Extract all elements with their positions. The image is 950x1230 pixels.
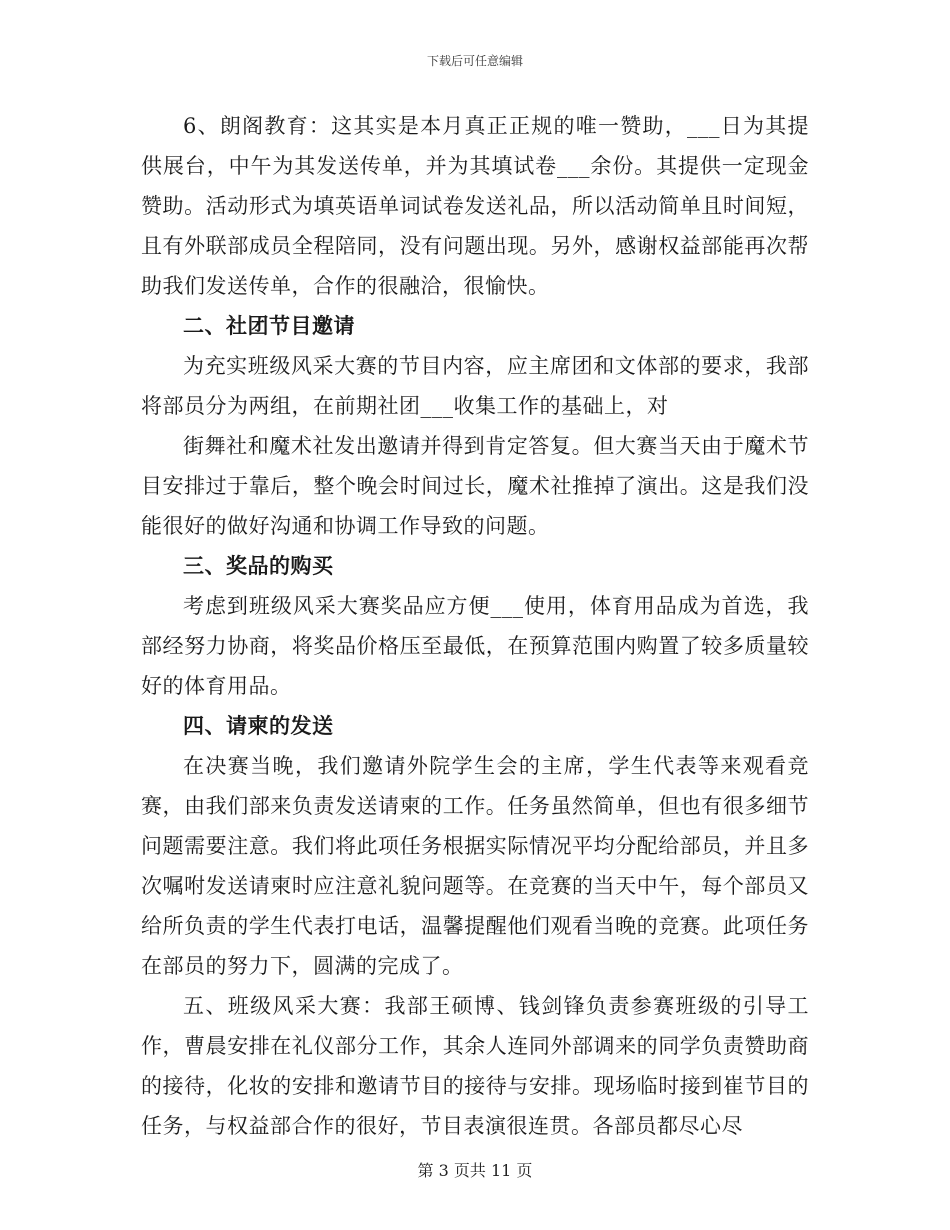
paragraph-class-contest: 五、班级风采大赛：我部王硕博、钱剑锋负责参赛班级的引导工作，曹晨安排在礼仪部分工作，其余人连同外部调来的同学负责赞助商的接待，化妆的安排和邀请节目的接待与安排。现场临时接到崔节目的任务，与权益部合作的很好，节目表演很连贯。各部员都尽心尽	[141, 994, 809, 1138]
page-footer: 第 3 页共 11 页	[417, 1161, 533, 1180]
page-header: 下载后可任意编辑	[426, 54, 523, 68]
paragraph-langge-education: 6、朗阁教育：这其实是本月真正正规的唯一赞助，___日为其提供展台，中午为其发送传单，并为其填试卷___余份。其提供一定现金赞助。活动形式为填英语单词试卷发送礼品，所以活动简单且时间短，且有外联部成员全程陪同，没有问题出现。另外，感谢权益部能再次帮助我们发送传单，合作的很融洽，很愉快。	[141, 114, 809, 298]
paragraph-club-invitation-intro: 为充实班级风采大赛的节目内容，应主席团和文体部的要求，我部将部员分为两组，在前期社团___收集工作的基础上，对	[141, 354, 809, 418]
paragraph-invitation-delivery: 在决赛当晚，我们邀请外院学生会的主席，学生代表等来观看竞赛，由我们部来负责发送请柬的工作。任务虽然简单，但也有很多细节问题需要注意。我们将此项任务根据实际情况平均分配给部员，并且多次嘱咐发送请柬时应注意礼貌问题等。在竞赛的当天中午，每个部员又给所负责的学生代表打电话，温馨提醒他们观看当晚的竞赛。此项任务在部员的努力下，圆满的完成了。	[141, 754, 809, 978]
section-heading-club-invitation: 二、社团节目邀请	[183, 313, 355, 338]
section-heading-prize-purchase: 三、奖品的购买	[183, 553, 334, 578]
document-body	[141, 106, 809, 1146]
paragraph-club-invitation-detail: 街舞社和魔术社发出邀请并得到肯定答复。但大赛当天由于魔术节目安排过于靠后，整个晚会时间过长，魔术社推掉了演出。这是我们没能很好的做好沟通和协调工作导致的问题。	[141, 434, 809, 538]
section-heading-invitation-delivery: 四、请柬的发送	[183, 713, 334, 738]
paragraph-prize-purchase: 考虑到班级风采大赛奖品应方便___使用，体育用品成为首选，我部经努力协商，将奖品价格压至最低，在预算范围内购置了较多质量较好的体育用品。	[141, 594, 809, 698]
